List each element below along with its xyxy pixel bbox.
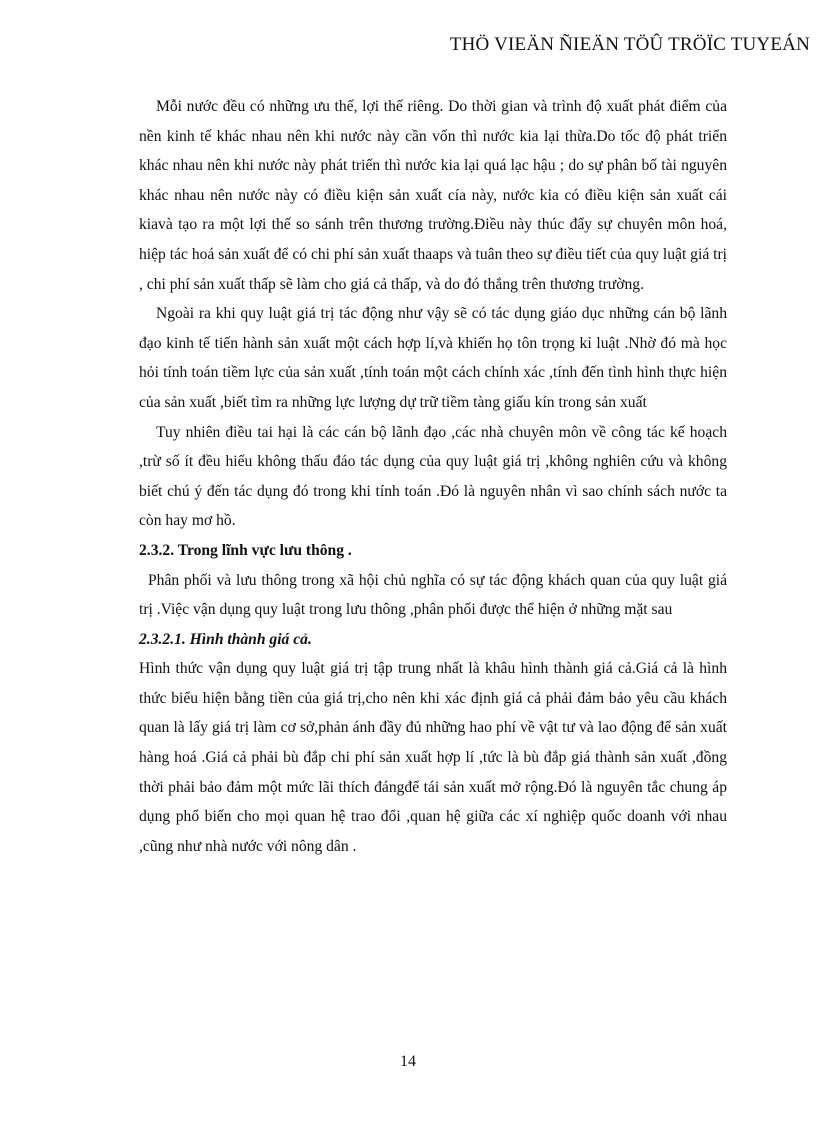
page-header: THÖ VIEÄN ÑIEÄN TÖÛ TRÖÏC TUYEÁN (449, 34, 810, 55)
document-body (139, 92, 727, 861)
paragraph-4: Phân phối và lưu thông trong xã hội chủ nghĩa có sự tác động khách quan của quy luật giá trị .Việc vận dụng quy luật trong lưu thông ,phân phối được thể hiện ở những mặt sau (139, 571, 727, 619)
paragraph-5: Hình thức vận dụng quy luật giá trị tập trung nhất là khâu hình thành giá cả.Giá cả là hình thức biểu hiện bằng tiền của giá trị,cho nên khi xác định giá cả phải đảm bảo yêu cầu khách quan là lấy giá trị làm cơ sở,phản ánh đầy đủ những hao phí về vật tư và lao động để sản xuất hàng hoá .Giá cả phải bù đắp chi phí sản xuất hợp lí ,tức là bù đắp giá thành sản xuất ,đồng thời phải bảo đảm một mức lãi thích đángđể tái sản xuất mở rộng.Đó là nguyên tắc chung áp dụng phổ biến cho mọi quan hệ trao đổi ,quan hệ giữa các xí nghiệp quốc doanh với nhau ,cũng như nhà nước với nông dân . (139, 660, 727, 855)
paragraph-2: Ngoài ra khi quy luật giá trị tác động như vậy sẽ có tác dụng giáo dục những cán bộ lãnh đạo kinh tế tiến hành sản xuất một cách hợp lí,và khiến họ tôn trọng kỉ luật .Nhờ đó mà học hỏi tính toán tiềm lực của sản xuất ,tính toán một cách chính xác ,tính đến tình hình thực hiện của sản xuất ,biết tìm ra những lực lượng dự trữ tiềm tàng giấu kín trong sản xuất (139, 305, 727, 411)
section-heading-2-3-2: 2.3.2. Trong lĩnh vực lưu thông . (139, 541, 352, 559)
paragraph-1: Mỗi nước đều có những ưu thế, lợi thế riêng. Do thời gian và trình độ xuất phát điểm của nền kinh tế khác nhau nên khi nước này cần vốn thì nước kia lại thừa.Do tốc độ phát triển khác nhau nên khi nước này phát triển thì nước kia lại quá lạc hậu ; do sự phân bố tài nguyên khác nhau nên nước này có điều kiện sản xuất cía này, nước kia có điều kiện sản xuất cái kiavà tạo ra một lợi thế so sánh trên thương trường.Điều này thúc đẩy sự chuyên môn hoá, hiệp tác hoá sản xuất để có chi phí sản xuất thaaps và tuân theo sự điều tiết của quy luật giá trị , chi phí sản xuất thấp sẽ làm cho giá cả thấp, và do đó thắng trên thương trường. (139, 98, 727, 293)
paragraph-3: Tuy nhiên điều tai hại là các cán bộ lãnh đạo ,các nhà chuyên môn về công tác kế hoạch ,trừ số ít đều hiểu không thấu đáo tác dụng của quy luật giá trị ,không nghiên cứu và không biết chú ý đến tác dụng đó trong khi tính toán .Đó là nguyên nhân vì sao chính sách nước ta còn hay mơ hồ. (139, 423, 727, 530)
subsection-heading-2-3-2-1: 2.3.2.1. Hình thành giá cả. (139, 630, 312, 648)
page-number: 14 (400, 1053, 416, 1070)
